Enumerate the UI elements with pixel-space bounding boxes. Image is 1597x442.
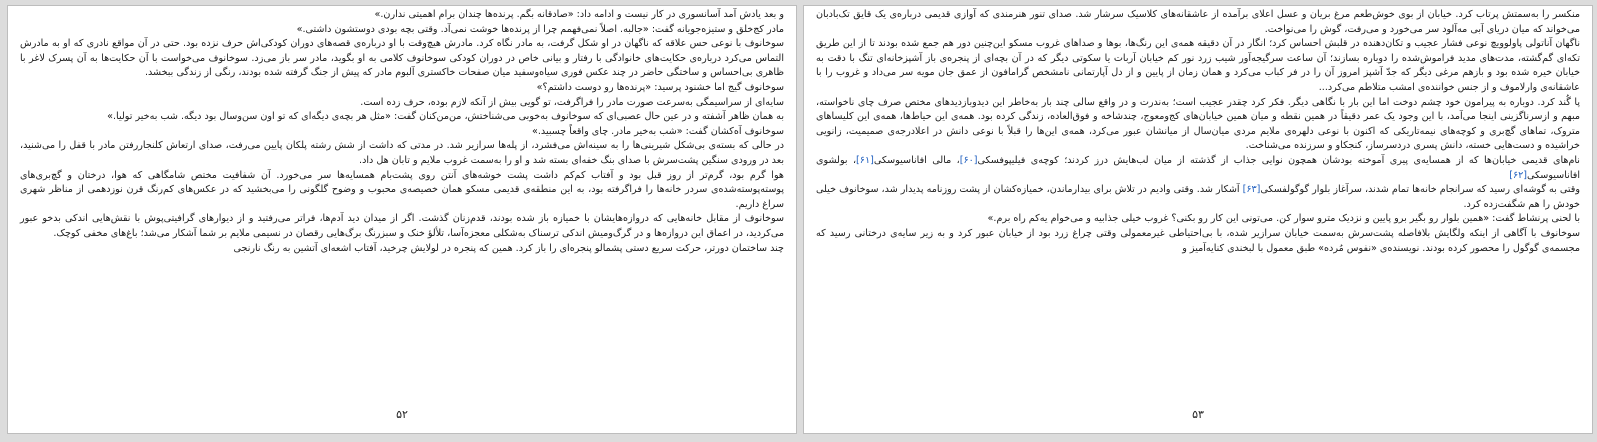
paragraph-text: نام‌های قدیمی خیابان‌ها که از همسایه‌ی پیری آموخته بودشان همچون نوایی جذاب از گذشته از میان لب‌هایش درز کردند؛ کوچه‌ی فیلیپوفسکی bbox=[977, 154, 1580, 166]
right-book-page bbox=[803, 5, 1593, 434]
paragraph-text: ، بولشوی افاناسیوسکی bbox=[816, 154, 1580, 181]
paragraph-text: ، مالی افاناسیوسکی bbox=[873, 154, 960, 166]
paragraph: هوا گرم بود، گرم‌تر از روز قبل بود و آفتاب کم‌کم داشت پشت خوشه‌های آنتن روی پشت‌بام همسایه‌ها سر می‌خورد. آن شفافیت مختص شامگاهی که هوا، درختان و گچ‌بری‌های پوسته‌پوسته‌شده‌ی سردر خانه‌ها را فراگرفته بود، به این منطقه‌ی قدیمی مسکو همان خصیصه‌ی محبوب و وضوح گلگونی را می‌بخشید که در عکس‌های کم‌رنگ قرن نوزدهمی از مناظر شهری سراغ داریم. bbox=[20, 169, 784, 210]
right-page-text bbox=[816, 8, 1580, 256]
paragraph-text: وقتی به گوشه‌ای رسید که سرانجام خانه‌ها تمام شدند، سرآغاز بلوار گوگولفسکی bbox=[1260, 184, 1580, 196]
footnote-link[interactable]: [۶۳] bbox=[1242, 184, 1261, 196]
paragraph: و بعد یادش آمد آسانسوری در کار نیست و ادامه داد: «صادقانه بگم. پرنده‌ها چندان برام اهمیتی ندارن.» bbox=[374, 9, 784, 20]
paragraph: مادر کج‌خلق و ستیزه‌جویانه گفت: «جالبه. اصلاً نمی‌فهمم چرا از پرنده‌ها خوشت نمی‌آد. وقتی بچه بودی دوستشون داشتی.» bbox=[296, 23, 784, 35]
paragraph: سایه‌ای از سراسیمگی به‌سرعت صورت مادر را فراگرفت، تو گویی بیش از آنکه لازم بوده، حرف زده است. bbox=[360, 96, 784, 108]
paragraph bbox=[816, 183, 1580, 212]
page-number: ۵۳ bbox=[1192, 408, 1204, 421]
footnote-link[interactable]: [۶۰] bbox=[959, 154, 978, 166]
paragraph: ناگهان آناتولی پاولوویچ نوعی فشار عجیب و تکان‌دهنده در قلبش احساس کرد؛ انگار در آن دقیقه همه‌ی این رنگ‌ها، بوها و صداهای غروب مسکو این‌چنین دور هم جمع شده بودند تا از این طریق تکه‌ای گم‌گشته، مدت‌های مدید فراموش‌شده را دوباره بسازند؛ آن ساعت سرگیجه‌آور شیب زرد نور کم خیابان آربات یا سکوتی دیگر که در آن بچه‌ای از پنجره‌ی باز آشپزخانه‌ای تنگ با دقت به خیابان خیره شده بود و بازهم مرغی دیگر که جدّ آشپز امروز آن را در فر کباب می‌کرد و همان زمان از پایین و از دل آپارتمانی نامشخص گرامافون از عمق جان مویه سر می‌داد و غروب را با عاشقانه‌ی وارلاموف و از جنس خواننده‌ی امشب متلاطم می‌کرد... bbox=[816, 38, 1580, 93]
paragraph: منکسر را به‌سمتش پرتاب کرد. خیابان از بوی خوش‌طعم مرغ بریان و عسل اعلای برآمده از عاشقانه‌های کلاسیک سرشار شد. صدای تنور هنرمندی که آوازی قدیمی درباره‌ی یک قایق تک‌بادبان می‌خواند که میان دریای آبی مه‌آلود سر می‌خورد و می‌رفت، گوش را می‌نواخت. bbox=[816, 9, 1580, 35]
footnote-link[interactable]: [۶۲] bbox=[1509, 169, 1527, 181]
paragraph: در حالی که بسته‌ی بی‌شکل شیرینی‌ها را به سینه‌اش می‌فشرد، از پله‌ها سرازیر شد. در مدتی که داشت از شش رشته پلکان پایین می‌رفت، صدای ارتعاش کلنجاررفتن مادر با قفل را می‌شنید، بعد در ورودی سنگین پشت‌سرش با صدای بنگ خفه‌ای بسته شد و او را به‌سمت غروب ملایم و تابان هل داد. bbox=[20, 140, 784, 166]
paragraph: با لحنی پرنشاط گفت: «همین بلوار رو بگیر برو پایین و نزدیک مترو سوار کن. می‌تونی این کار رو بکنی؟ غروب خیلی جذابیه و می‌خوام یه‌کم راه برم.» bbox=[987, 213, 1580, 225]
footnote-link[interactable]: [۶۱] bbox=[856, 154, 874, 166]
paragraph-text: آشکار شد. وقتی وادیم در تلاش برای بیدارماندن، خمیازه‌کشان از پشت روزنامه پدیدار شد، سوخانوف خیلی خودش را هم شگفت‌زده کرد. bbox=[816, 184, 1580, 210]
paragraph bbox=[816, 154, 1580, 183]
paragraph: سوخانوف از مقابل خانه‌هایی که دروازه‌هایشان با خمیازه باز شده بودند، قدم‌زنان گذشت. اگر از میدان دید آدم‌ها، فراتر می‌رفتید و از دیوارهای گرافیتی‌پوش با نقش‌هایی اندکی بدخو عبور می‌کردید، در اعماق این دروازه‌ها و در گرگ‌ومیش اندکی ترسناک به‌شکلی معجزه‌آسا، تلألؤ خنک و سبزرنگ برگ‌هایی رقصان در نسیمی ملایم بر شما آشکار می‌شد؛ باغ‌های مخفی کوچک. bbox=[20, 213, 784, 239]
paragraph: سوخانوف آه‌کشان گفت: «شب به‌خیر مادر. چای واقعاً چسبید.» bbox=[532, 125, 784, 137]
paragraph: به همان ظاهر آشفته و در عین حال عصبی‌ای که سوخانوف به‌خوبی می‌شناختش، من‌من‌کنان گفت: «مثل هر بچه‌ی دیگه‌ای که تو اون سن‌وسال بود دیگه. شب به‌خیر تولیا.» bbox=[107, 111, 784, 123]
left-book-page bbox=[7, 5, 797, 434]
paragraph: پا گُند کرد. دوباره به پیرامون خود چشم دوخت اما این بار با نگاهی دیگر. فکر کرد چقدر عجیب است؛ به‌ندرت و در واقع سالی چند بار به‌خاطر این دیدوبازدیدهای مختص صرف چای ناخواسته، مبهم و ازسرناگزینی اینجا می‌آمد، با این وجود یک عمر دقیقاً در همین نقطه و میان همین خیابان‌های کج‌ومعوج، چندشاخه و فوق‌العاده، زندگی کرده بود. همه‌ی این حیاط‌ها، همه‌ی این کلیساهای متروک، تماهای گچ‌بری و کوچه‌های نیمه‌تاریکی که اکنون با نوعی دلهره‌ی ملایم مردی میان‌سال از میانشان عبور می‌کرد، همه‌ی این‌ها را قبلاً با نوعی دانش در اعلادرجه‌ی صمیمیت، زانویی خراشیده و دست‌هایی خسته، دانش پسری دردسرساز، کنجکاو و سرزنده می‌شناخت. bbox=[816, 96, 1580, 152]
paragraph: سوخانوف با نوعی حس علاقه که ناگهان در او شکل گرفت، به مادر نگاه کرد. مادرش هیچ‌وقت با او درباره‌ی قصه‌های دوران کودکی‌اش حرف نزده بود. حتی در آن مواقع نادری که او به مادرش التماس می‌کرد درباره‌ی حکایت‌های خانوادگی با رفتار و بیانی خاص در دوران کودکی سوخانوف کلامی به او بگوید، مادر سر باز می‌زد. سوخانوف می‌خواست با آن حکایت‌ها به آن پسرک لاغر با ظاهری بی‌احساس و ساختگی حاضر در چند عکس فوری سیاه‌وسفید میان صفحات خاکستری آلبوم مادر که پیش از جنگ گرفته شده بودند، رنگی از زندگی ببخشد. bbox=[20, 38, 784, 79]
left-page-text bbox=[20, 8, 784, 256]
paragraph: چند ساختمان دورتر، حرکت سریع دستی پشمالو پنجره‌ای را باز کرد. همین که پنجره در لولایش چرخید، آفتاب اشعه‌ای آتشین به رنگ نارنجی bbox=[233, 242, 784, 254]
page-number: ۵۲ bbox=[396, 408, 408, 421]
paragraph: سوخانوف با آگاهی از اینکه ولگایش بلافاصله پشت‌سرش به‌سمت خیابان سرازیر شده، با بی‌احتیاطی غیرمعمولی وقتی چراغ زرد بود از خیابان عبور کرد و به زیر سایه‌ی درختانی رسید که مجسمه‌ی گوگول را محصور کرده بودند. نویسنده‌ی «نفوس مُرده» طبق معمول با لبخندی کنایه‌آمیز و bbox=[816, 227, 1580, 254]
paragraph: سوخانوف گیج اما خشنود پرسید: «پرنده‌ها رو دوست داشتم؟» bbox=[536, 81, 784, 93]
